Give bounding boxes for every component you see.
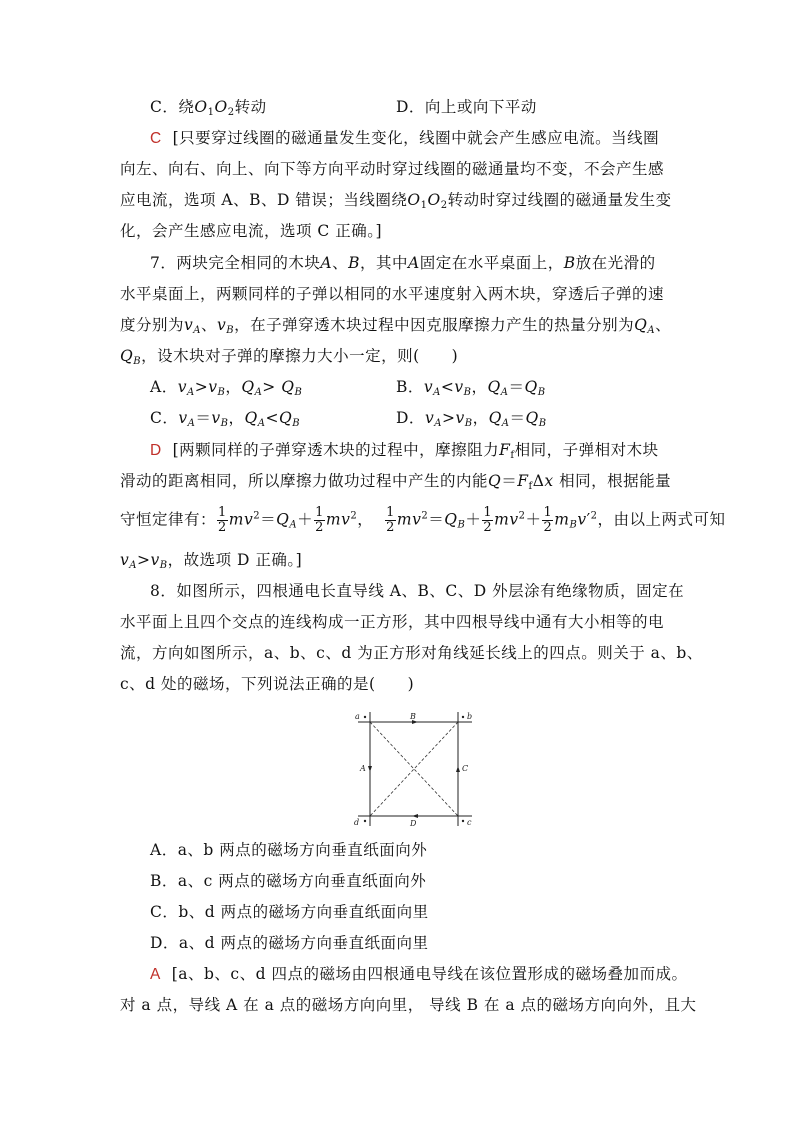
q7-answer-letter: D [150, 442, 162, 459]
label-d: d [354, 818, 360, 827]
label-A: A [360, 764, 366, 773]
q6-explanation-line1: C [只要穿过线圈的磁通量发生变化，线圈中就会产生感应电流。当线圈 [150, 129, 660, 147]
arrow-C-icon [456, 766, 460, 772]
q6-option-d: D．向上或向下平动 [396, 98, 537, 116]
q8-answer-letter: A [150, 966, 161, 983]
q8-explanation-line1: A [a、b、c、d 四点的磁场由四根通电导线在该位置形成的磁场叠加而成。 [150, 965, 688, 983]
q8-wire-figure [350, 708, 480, 833]
point-c-dot [462, 820, 464, 822]
q7-explanation-line1: D [两颗同样的子弹穿透木块的过程中，摩擦阻力$F_f$相同，子弹相对木块 [150, 441, 659, 461]
square-wire-diagram [350, 708, 480, 833]
q6-answer-letter: C [150, 130, 162, 147]
label-b: b [467, 712, 473, 721]
point-d-dot [364, 820, 366, 822]
label-a: a [355, 712, 360, 721]
q7-stem-line3: 度分别为$v_A$、$v_B$，在子弹穿透木块过程中因克服摩擦力产生的热量分别为$Q_A$、 [120, 316, 672, 336]
label-D: D [410, 819, 417, 828]
q6-explanation-line2: 向左、向右、向上、向下等方向平动时穿过线圈的磁通量均不变，不会产生感 [120, 160, 665, 178]
q8-stem-line1: 8．如图所示，四根通电长直导线 A、B、C、D 外层涂有绝缘物质，固定在 [150, 582, 685, 600]
q6-explanation-line4: 化，会产生感应电流，选项 C 正确。] [120, 222, 383, 240]
q7-stem-line2: 水平桌面上，两颗同样的子弹以相同的水平速度射入两木块，穿透后子弹的速 [120, 285, 665, 303]
label-c: c [467, 818, 472, 827]
arrow-A-icon [368, 766, 372, 772]
diagonal-1 [370, 722, 458, 816]
q6-option-c-text: C．绕 [150, 98, 195, 116]
q8-explanation-line2: 对 a 点，导线 A 在 a 点的磁场方向向里， 导线 B 在 a 点的磁场方向向外，且大 [120, 996, 697, 1014]
q7-explanation-line4: $v_A>v_B$，故选项 D 正确。] [120, 551, 303, 571]
q8-stem-line3: 流，方向如图所示，a、b、c、d 为正方形对角线延长线上的四点。则关于 a、b、 [120, 644, 703, 662]
q8-option-b: B．a、c 两点的磁场方向垂直纸面向外 [150, 872, 427, 890]
q6-option-c: C．绕$O_1O_2$转动 [150, 98, 267, 118]
q6-explanation-line3: 应电流，选项 A、B、D 错误；当线圈绕$O_1O_2$转动时穿过线圈的磁通量发生变 [120, 191, 672, 211]
q7-option-a: A．$v_A>v_B$，$Q_A> Q_B$ [150, 378, 303, 398]
point-a-dot [364, 716, 366, 718]
q8-option-a: A．a、b 两点的磁场方向垂直纸面向外 [150, 841, 428, 859]
label-C: C [462, 764, 469, 773]
point-b-dot [462, 716, 464, 718]
arrow-D-icon [412, 814, 418, 818]
q8-stem-line2: 水平面上且四个交点的连线构成一正方形，其中四根导线中通有大小相等的电 [120, 613, 665, 631]
q8-option-c: C．b、d 两点的磁场方向垂直纸面向里 [150, 903, 429, 921]
q7-explanation-line2: 滑动的距离相同，所以摩擦力做功过程中产生的内能$Q=F_f\Delta x$ 相同，根据能量 [120, 472, 672, 492]
q7-stem-line1: 7．两块完全相同的木块A、B，其中A固定在水平桌面上，B放在光滑的 [150, 254, 656, 272]
label-B: B [410, 712, 416, 721]
q7-stem-line4: $Q_B$，设木块对子弹的摩擦力大小一定，则( ) [120, 347, 459, 367]
q7-option-c: C．$v_A=v_B$，$Q_A<Q_B$ [150, 409, 301, 429]
q8-option-d: D．a、d 两点的磁场方向垂直纸面向里 [150, 934, 429, 952]
q7-option-b: B．$v_A<v_B$，$Q_A=Q_B$ [396, 378, 546, 398]
q7-explanation-line3: 守恒定律有： $\frac{1}{2}$ $mv^2=Q_A+$ $\frac{1}{2}$ $mv^2$， $\frac{1}{2}$ $mv^2=Q_B+$ $\frac{1}{2}$ $mv^2+$ $\frac{1}{2}$ $m_Bv'^2$，由以上两式可知 [120, 505, 726, 535]
q7-option-d: D．$v_A>v_B$，$Q_A=Q_B$ [396, 409, 547, 429]
diagonal-2 [370, 722, 458, 816]
q8-stem-line4: c、d 处的磁场，下列说法正确的是( ) [120, 675, 415, 693]
